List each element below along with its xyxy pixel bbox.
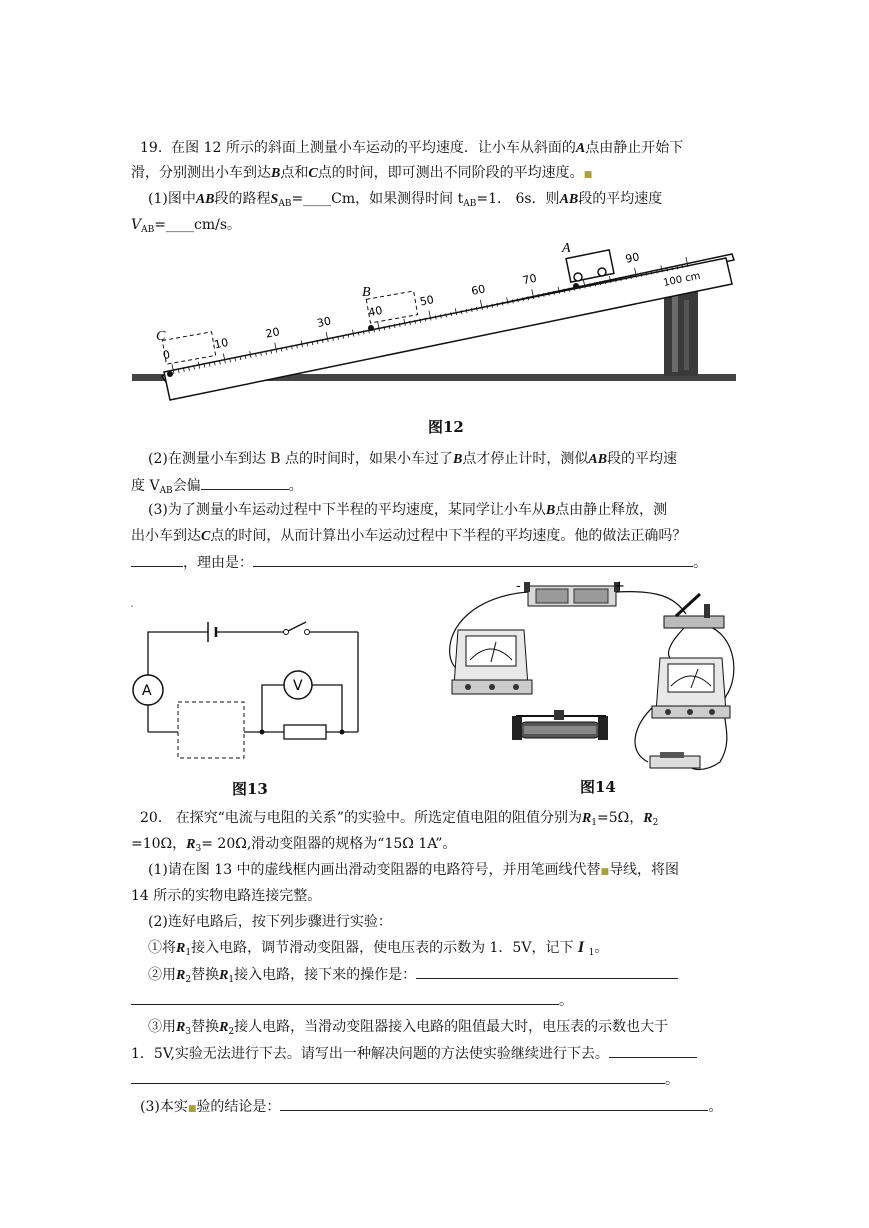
ruler-tick-label: 60 <box>470 282 487 298</box>
voltmeter-device <box>652 658 730 718</box>
q19-line-1: 19. 在图 12 所示的斜面上测量小车运动的平均速度．让小车从斜面的A点由静止开始下 <box>140 140 684 156</box>
q20-part-2: (2)连好电路后，按下列步骤进行实验： <box>148 914 392 930</box>
ruler-tick-label: 30 <box>315 314 333 331</box>
answer-blank-conclusion[interactable] <box>280 1096 708 1111</box>
fixed-resistor <box>284 725 326 739</box>
ammeter-device <box>452 630 532 694</box>
q20-step-1: ①将$R_1$接入电路，调节滑动变阻器，使电压表的示数为 1．5V，记下 I $_1$。 <box>148 939 609 958</box>
q19-part-3-answer: ，理由是： 。 <box>131 552 707 573</box>
label-C: C <box>156 329 166 344</box>
ruler-tick-label: 50 <box>418 293 436 309</box>
q20-part-1: (1)请在图 13 中的虚线框内画出滑动变阻器的电路符号，并用笔画线代替■导线，将图 <box>148 862 680 878</box>
label-B: B <box>362 285 371 300</box>
figure-14-apparatus <box>436 576 746 776</box>
q20-step-2: ②用$R_2$替换$R_1$接入电路，接下来的操作是： <box>148 964 678 990</box>
rheostat-device <box>512 710 608 740</box>
q19-part-1: (1)图中AB段的路程$S_{AB}=\_\_\_\_Cm$，如果测得时间 $t_{AB}=1$． 6s．则AB段的平均速度 <box>148 191 663 209</box>
answer-blank-3b[interactable] <box>253 552 693 567</box>
switch <box>288 622 306 631</box>
figure-12-caption: 图12 <box>428 418 464 436</box>
answer-blank-step3a[interactable] <box>609 1043 697 1058</box>
answer-blank-3a[interactable] <box>131 552 183 567</box>
plus-terminal-label: + <box>614 579 625 594</box>
ruler-tick-label: 90 <box>624 250 641 266</box>
figure-13-caption: 图13 <box>232 780 268 798</box>
q19-part-3-cont: 出小车到达C点的时间，从而计算出小车运动过程中下半程的平均速度。他的做法正确吗？ <box>131 528 687 544</box>
q20-step-3-cont2: 。 <box>131 1069 679 1090</box>
ruler-tick-label: 40 <box>367 303 384 320</box>
q19-line-2: 滑，分别测出小车到达B点和C点的时间，即可测出不同阶段的平均速度。■ <box>131 165 593 181</box>
svg-text:V: V <box>293 678 303 694</box>
ruler-tick-label: 10 <box>213 335 230 352</box>
q20-line-1: 20. 在探究“电流与电阻的关系”的实验中。所选定值电阻的阻值分别为$R_1=5\Omega$，$R_2$ <box>140 810 659 828</box>
q20-part-3: (3)本实■验的结论是： 。 <box>140 1096 722 1119</box>
q20-number: 20. <box>140 810 163 826</box>
q20-part-1-cont: 14 所示的实物电路连接完整。 <box>131 888 322 904</box>
q20-step-2-cont: 。 <box>131 990 573 1011</box>
stray-dot: ■ <box>583 170 593 180</box>
answer-blank-step3b[interactable] <box>131 1069 665 1084</box>
car-at-A <box>566 250 614 282</box>
figure-12-incline <box>128 240 740 440</box>
svg-text:ˆ: ˆ <box>130 605 134 614</box>
q20-step-3-cont: 1．5V,实验无法进行下去。请写出一种解决问题的方法使实验继续进行下去。 <box>131 1043 697 1064</box>
minus-terminal-label: - <box>516 579 521 594</box>
knife-switch[interactable] <box>664 594 724 628</box>
support-pillar <box>664 290 698 376</box>
ruler-tick-label: 70 <box>521 271 538 288</box>
q19-part-1-cont: $V_{AB}=\_\_\_\_cm/s$。 <box>131 217 241 235</box>
answer-blank-step2a[interactable] <box>416 964 678 979</box>
q20-line-2: =10Ω，$R_3= 20\Omega$,滑动变阻器的规格为“15Ω 1A”。 <box>131 836 457 854</box>
q19-number: 19. <box>140 140 163 156</box>
answer-blank-2[interactable] <box>201 475 289 490</box>
ruler-tick-label: 0 <box>161 347 172 363</box>
q19-part-3: (3)为了测量小车运动过程中下半程的平均速度，某同学让小车从B点由静止释放，测 <box>148 502 668 518</box>
battery-pack <box>524 582 620 606</box>
ruler-tick-label: 20 <box>264 325 281 341</box>
q19-part-2-cont: 度 $V_{AB}$会偏 。 <box>131 475 303 501</box>
figure-14-caption: 图14 <box>580 778 616 796</box>
label-A: A <box>562 241 571 256</box>
figure-13-circuit <box>126 600 386 780</box>
svg-text:A: A <box>142 683 152 699</box>
resistor-device <box>650 752 700 768</box>
ruler-unit-label: 100 cm <box>662 270 702 289</box>
rheostat-dashed-box[interactable] <box>178 702 244 758</box>
q19-part-2: (2)在测量小车到达 B 点的时间时，如果小车过了B点才停止计时，测似AB段的平均速 <box>148 451 678 467</box>
q20-step-3: ③用$R_3$替换$R_2$接人电路，当滑动变阻器接入电路的阻值最大时，电压表的示数也大于 <box>148 1019 669 1037</box>
answer-blank-step2b[interactable] <box>131 990 559 1005</box>
